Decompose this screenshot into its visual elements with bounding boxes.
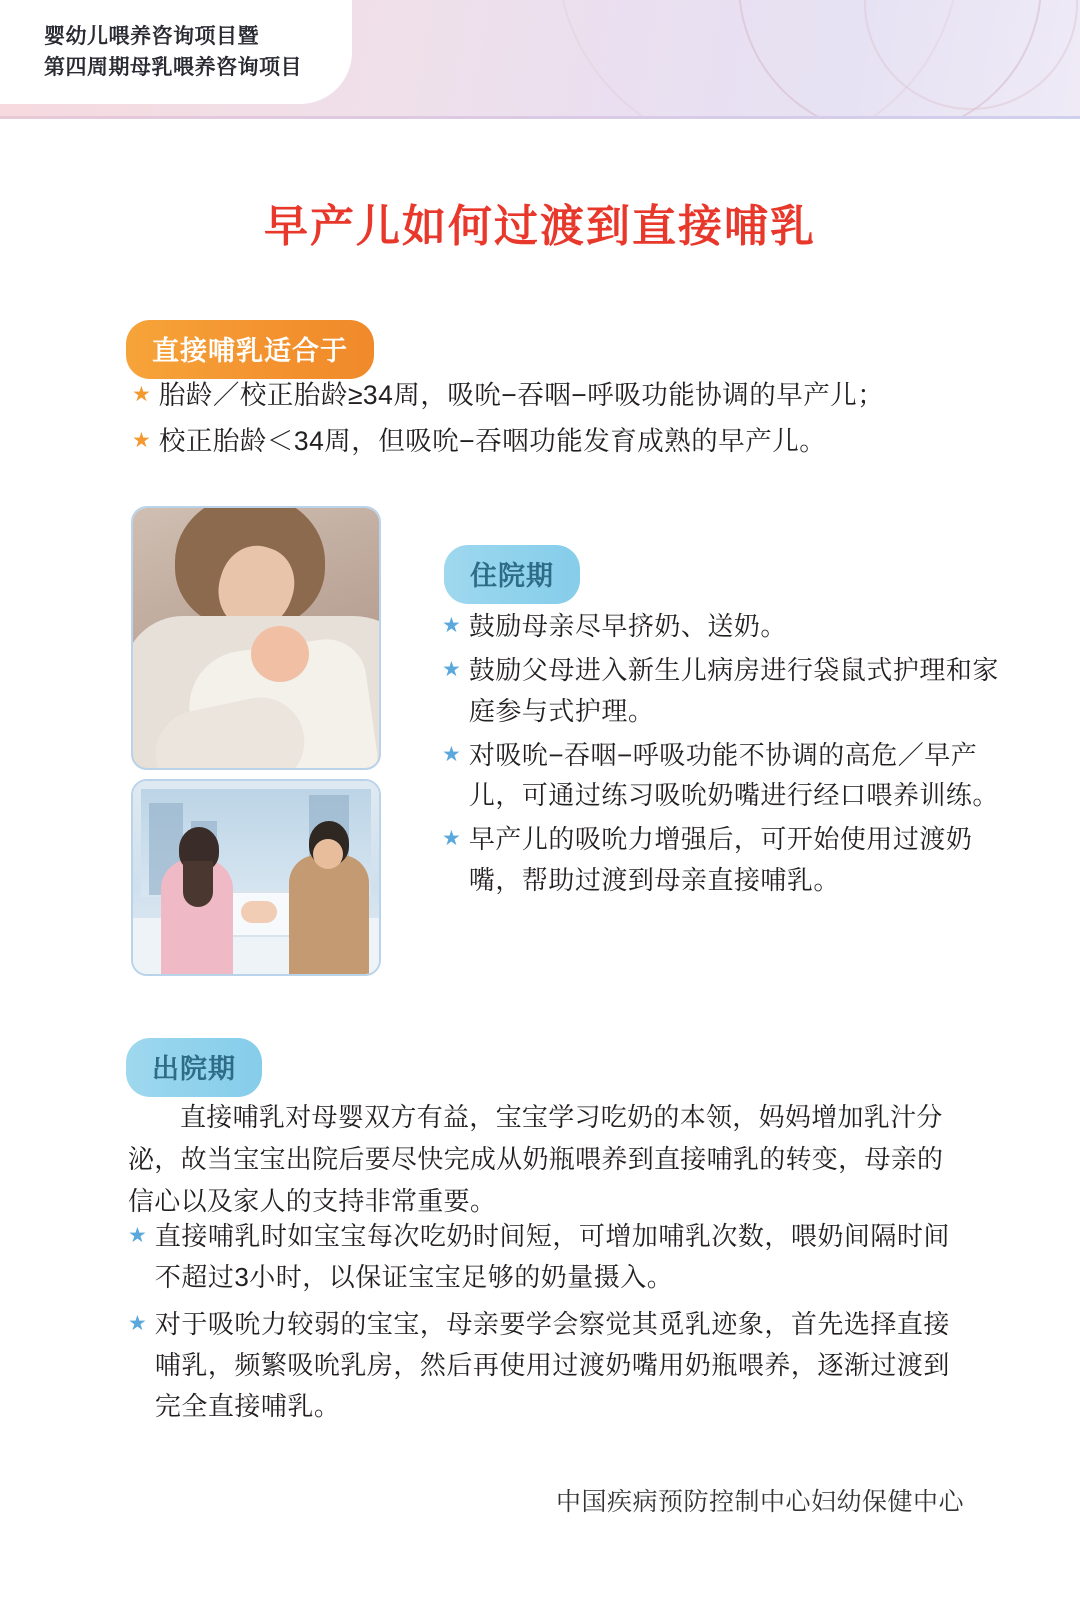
star-icon: ★ [128,1312,147,1336]
top-banner [0,0,1080,118]
program-label [0,0,352,104]
program-label-line2: 第四周期母乳喂养咨询项目 [44,56,302,79]
list-item-text: 鼓励母亲尽早挤奶、送奶。 [468,611,787,641]
photo-mother-and-baby-illustration [133,508,379,768]
list-item-text: 直接哺乳时如宝宝每次吃奶时间短，可增加哺乳次数，喂奶间隔时间不超过3小时，以保证宝宝足够的奶量摄入。 [154,1221,950,1293]
list-item [128,1304,968,1427]
page-title: 早产儿如何过渡到直接哺乳 [264,202,816,251]
after-discharge-list [128,1216,968,1433]
direct-breastfeeding-list [132,375,1012,468]
banner-divider [0,116,1080,119]
after-discharge-paragraph: 直接哺乳对母婴双方有益，宝宝学习吃奶的本领，妈妈增加乳汁分泌，故当宝宝出院后要尽快完成从奶瓶喂养到直接哺乳的转变，母亲的信心以及家人的支持非常重要。 [128,1102,944,1217]
section-heading-direct-breastfeeding: 直接哺乳适合于 [126,320,374,379]
photo-mother-and-baby [131,506,381,770]
star-icon: ★ [442,614,461,637]
star-icon: ★ [442,742,461,766]
list-item [132,375,1012,415]
list-item [442,819,1002,900]
star-icon: ★ [132,429,151,453]
list-item-text: 鼓励父母进入新生儿病房进行袋鼠式护理和家庭参与式护理。 [468,655,999,726]
star-icon: ★ [442,658,461,682]
footer-organization: 中国疾病预防控制中心妇幼保健中心 [555,1488,964,1516]
photo-parents-at-nicu-window-illustration [133,781,379,974]
section-heading-hospital-stay: 住院期 [444,545,580,604]
list-item-text: 对吸吮−吞咽−呼吸功能不协调的高危／早产儿，可通过练习吸吮奶嘴进行经口喂养训练。 [468,739,999,811]
program-label-line1: 婴幼儿喂养咨询项目暨 [44,24,259,48]
hospital-stay-list [442,606,1002,904]
star-icon: ★ [128,1224,147,1247]
star-icon: ★ [442,827,461,851]
list-item-text: 胎龄／校正胎龄≥34周，吸吮−吞咽−呼吸功能协调的早产儿； [158,380,885,410]
list-item-text: 对于吸吮力较弱的宝宝，母亲要学会察觉其觅乳迹象，首先选择直接哺乳，频繁吸吮乳房，然后再使用过渡奶嘴用奶瓶喂养，逐渐过渡到完全直接哺乳。 [154,1309,950,1422]
list-item-text: 早产儿的吸吮力增强后，可开始使用过渡奶嘴，帮助过渡到母亲直接哺乳。 [468,824,973,895]
list-item [442,606,1002,646]
list-item [442,735,1002,816]
photo-parents-at-nicu-window [131,779,381,976]
list-item-text: 校正胎龄＜34周，但吸吮−吞咽功能发育成熟的早产儿。 [158,426,827,457]
section-heading-after-discharge: 出院期 [126,1038,262,1097]
star-icon: ★ [132,383,151,406]
list-item [442,650,1002,731]
list-item [128,1216,968,1298]
list-item [132,421,1012,461]
